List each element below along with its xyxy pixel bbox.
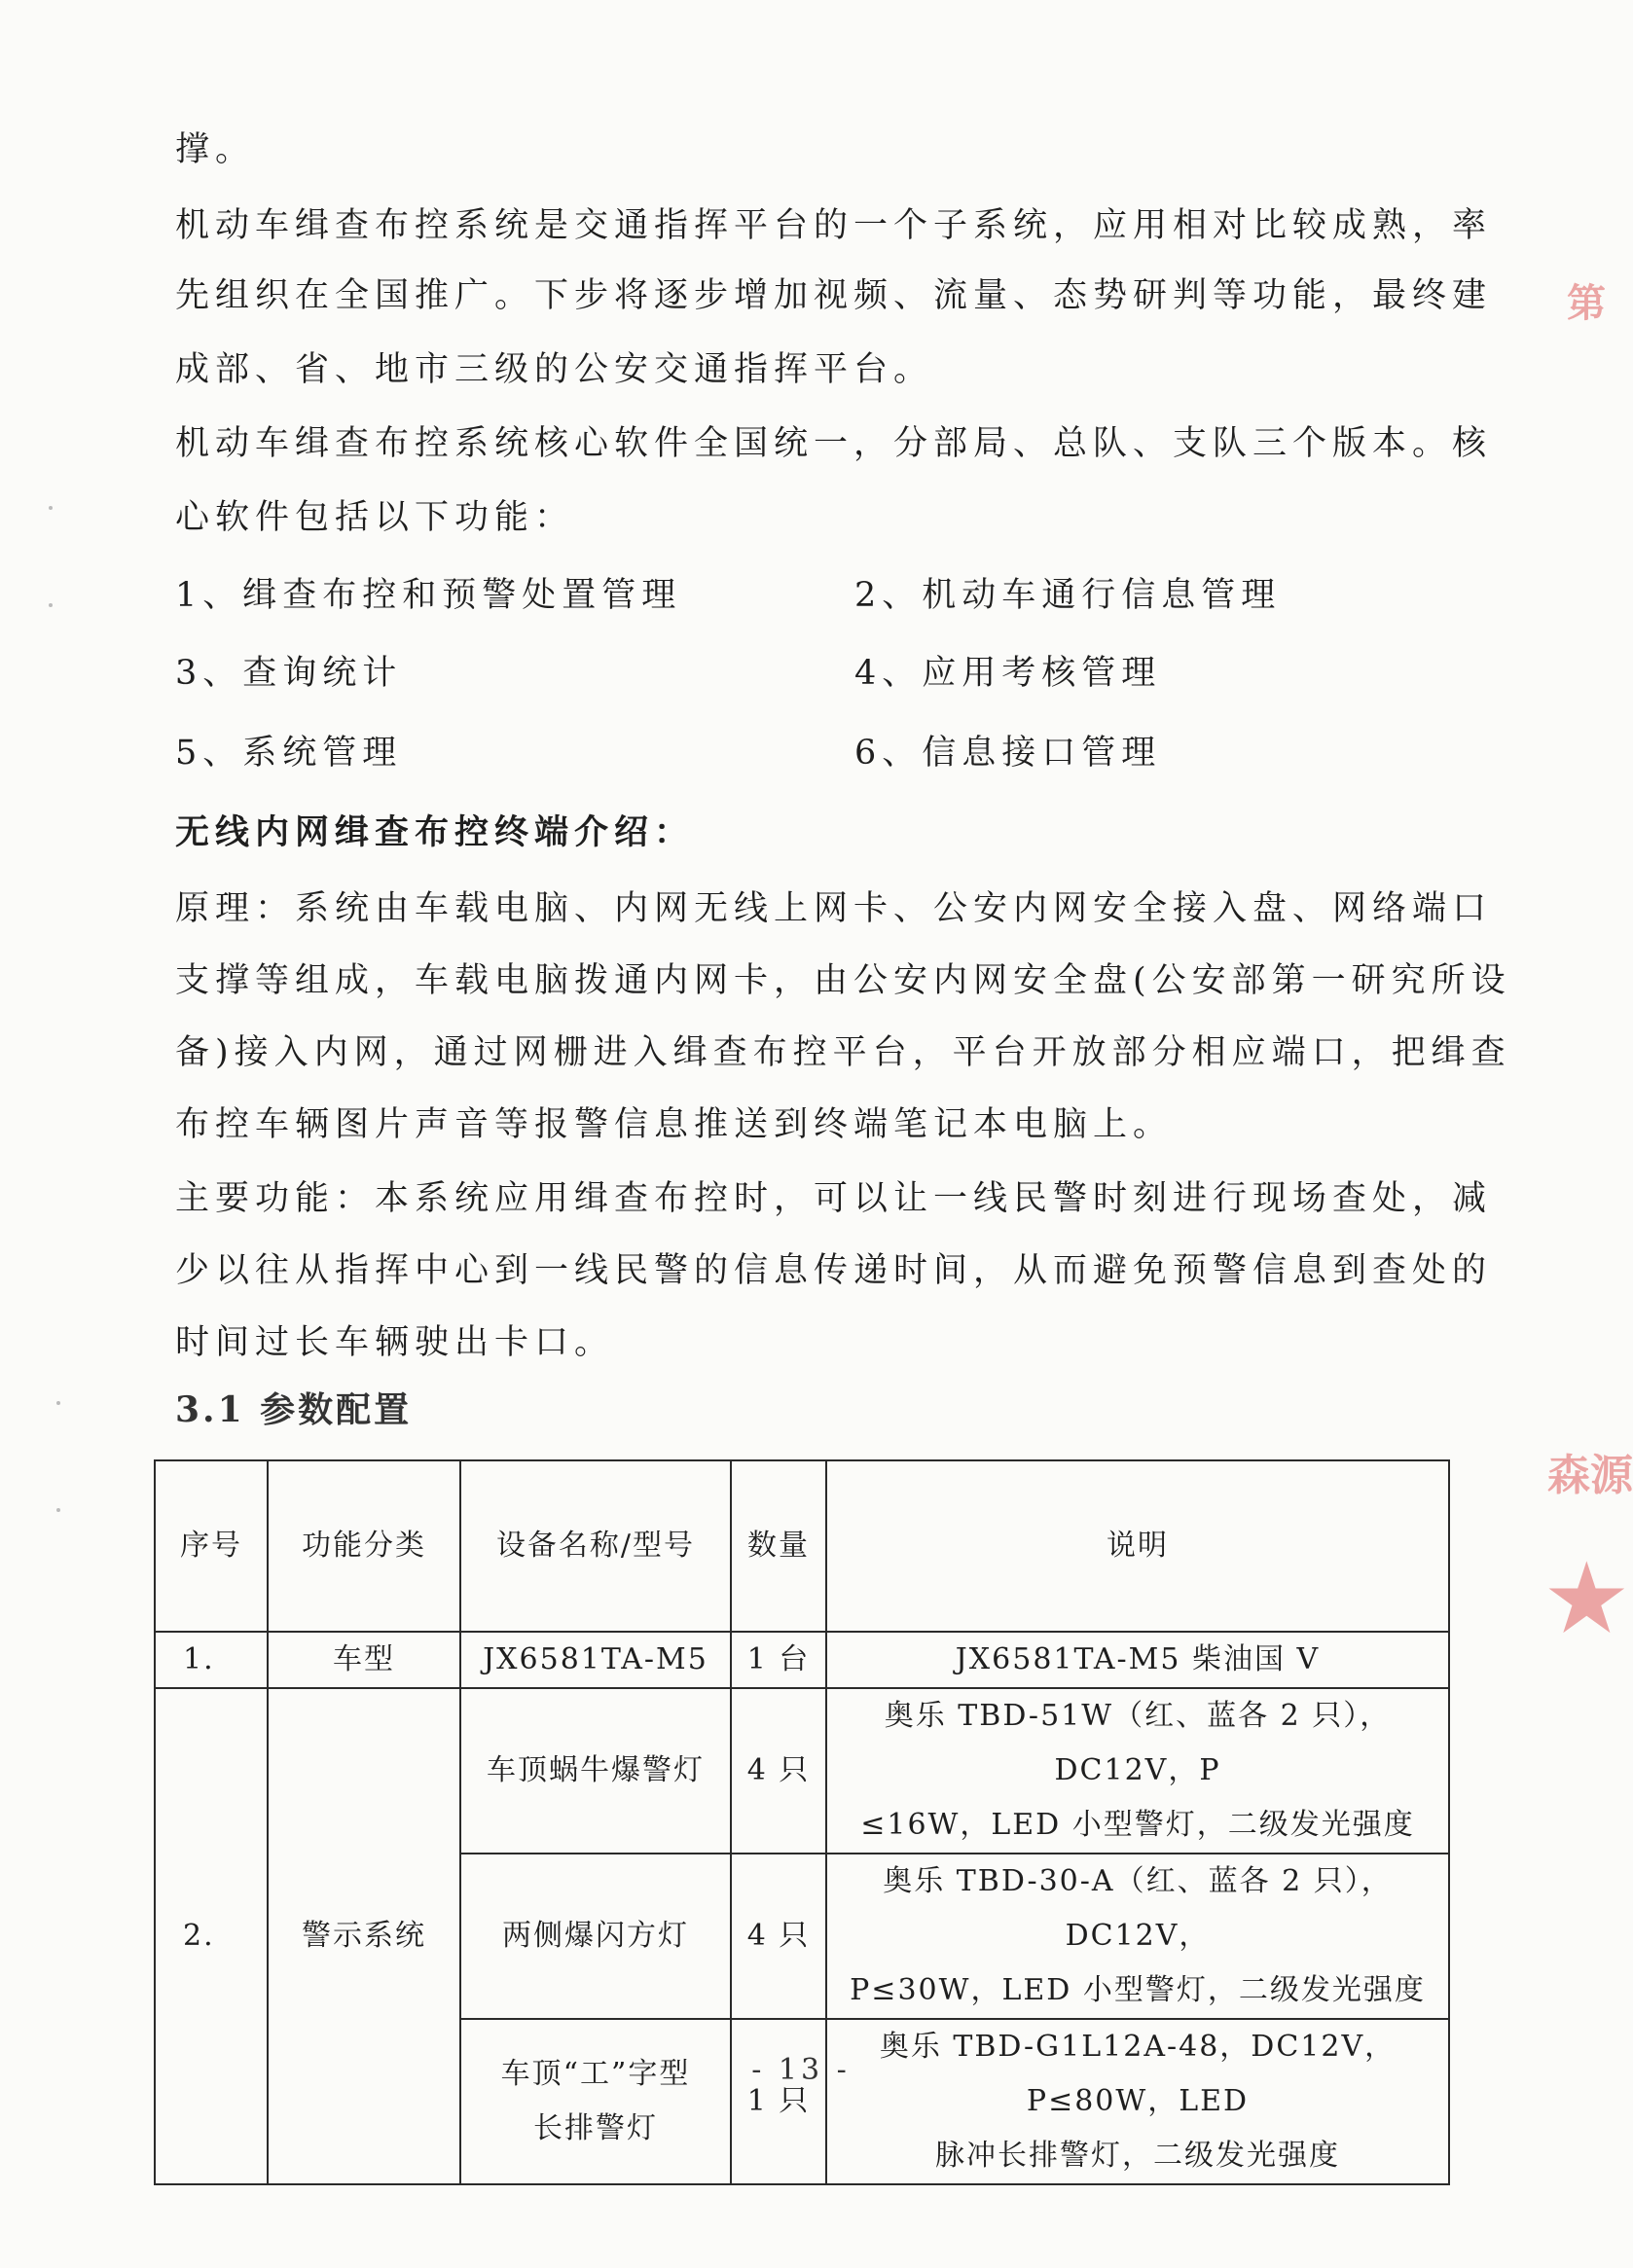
paragraph-line: 主要功能：本系统应用缉查布控时，可以让一线民警时刻进行现场查处，减 — [175, 1179, 1493, 1218]
quantity-cell: 4 只 — [731, 1854, 826, 2019]
seal-fragment: 第 — [1567, 280, 1606, 326]
margin-speck — [49, 603, 53, 607]
paragraph-line: 先组织在全国推广。下步将逐步增加视频、流量、态势研判等功能，最终建 — [175, 276, 1493, 315]
description-cell — [826, 1688, 1449, 1854]
device-cell: JX6581TA-M5 — [460, 1632, 731, 1688]
paragraph-line: 布控车辆图片声音等报警信息推送到终端笔记本电脑上。 — [175, 1105, 1174, 1144]
header-cell: 序号 — [155, 1460, 268, 1632]
paragraph-line: 成部、省、地市三级的公安交通指挥平台。 — [175, 350, 934, 389]
margin-speck — [56, 1508, 60, 1512]
quantity-cell: 1 台 — [731, 1632, 826, 1688]
description-line: 奥乐 TBD-30-A（红、蓝各 2 只），DC12V， — [883, 1864, 1393, 1953]
function-item: 4、应用考核管理 — [854, 654, 1162, 693]
description-line: ≤16W，LED 小型警灯，二级发光强度 — [860, 1808, 1415, 1842]
row-index: 1. — [155, 1632, 268, 1688]
description-cell — [826, 2019, 1449, 2184]
function-item: 2、机动车通行信息管理 — [854, 576, 1282, 615]
table-row — [155, 1632, 1449, 1688]
table-row — [155, 1688, 1449, 1854]
device-cell — [460, 2019, 731, 2184]
paragraph-line: 备)接入内网，通过网栅进入缉查布控平台，平台开放部分相应端口，把缉查 — [175, 1033, 1511, 1072]
table-header-row — [155, 1460, 1449, 1632]
header-cell: 功能分类 — [268, 1460, 460, 1632]
description-cell — [826, 1854, 1449, 2019]
device-line: 车顶蜗牛爆警灯 — [487, 1753, 705, 1787]
description-line: 脉冲长排警灯，二级发光强度 — [935, 2139, 1340, 2173]
quantity-cell: 1 只 — [731, 2019, 826, 2184]
paragraph-line: 机动车缉查布控系统核心软件全国统一，分部局、总队、支队三个版本。核 — [175, 424, 1493, 463]
category-cell: 车型 — [268, 1632, 460, 1688]
seal-fragment: 森源 — [1547, 1451, 1633, 1500]
device-line: 车顶“工”字型 — [500, 2057, 691, 2091]
page-number: - 13 - — [751, 2053, 851, 2087]
paragraph-line: 机动车缉查布控系统是交通指挥平台的一个子系统，应用相对比较成熟，率 — [175, 206, 1493, 245]
terminal-heading: 无线内网缉查布控终端介绍： — [175, 812, 695, 852]
paragraph-line: 原理：系统由车载电脑、内网无线上网卡、公安内网安全接入盘、网络端口 — [175, 889, 1493, 928]
description-line: 奥乐 TBD-51W（红、蓝各 2 只），DC12V，P — [884, 1699, 1392, 1787]
paragraph-line: 时间过长车辆驶出卡口。 — [175, 1323, 615, 1362]
quantity-cell: 4 只 — [731, 1688, 826, 1854]
paragraph-line: 撑。 — [175, 130, 256, 169]
row-index: 2. — [155, 1688, 268, 2184]
paragraph-line: 心软件包括以下功能： — [175, 498, 575, 537]
category-cell: 警示系统 — [268, 1688, 460, 2184]
margin-speck — [49, 506, 53, 510]
function-item: 6、信息接口管理 — [854, 734, 1162, 773]
margin-speck — [56, 1401, 60, 1405]
seal-star-icon: ★ — [1547, 1547, 1626, 1650]
header-cell: 设备名称/型号 — [460, 1460, 731, 1632]
paragraph-line: 支撑等组成，车载电脑拨通内网卡，由公安内网安全盘(公安部第一研究所设 — [175, 961, 1511, 1000]
device-line: 长排警灯 — [533, 2111, 658, 2145]
paragraph-line: 少以往从指挥中心到一线民警的信息传递时间，从而避免预警信息到查处的 — [175, 1251, 1493, 1290]
device-line: 两侧爆闪方灯 — [502, 1919, 689, 1953]
function-item: 3、查询统计 — [175, 654, 403, 693]
function-item: 5、系统管理 — [175, 734, 403, 773]
header-cell: 说明 — [826, 1460, 1449, 1632]
description-line: 奥乐 TBD-G1L12A-48，DC12V，P≤80W，LED — [879, 2030, 1397, 2118]
header-cell: 数量 — [731, 1460, 826, 1632]
device-cell — [460, 1688, 731, 1854]
description-line: P≤30W，LED 小型警灯，二级发光强度 — [850, 1973, 1426, 2007]
device-cell — [460, 1854, 731, 2019]
function-item: 1、缉查布控和预警处置管理 — [175, 576, 682, 615]
description-cell: JX6581TA-M5 柴油国 V — [826, 1632, 1449, 1688]
section-title: 3.1 参数配置 — [175, 1389, 413, 1430]
